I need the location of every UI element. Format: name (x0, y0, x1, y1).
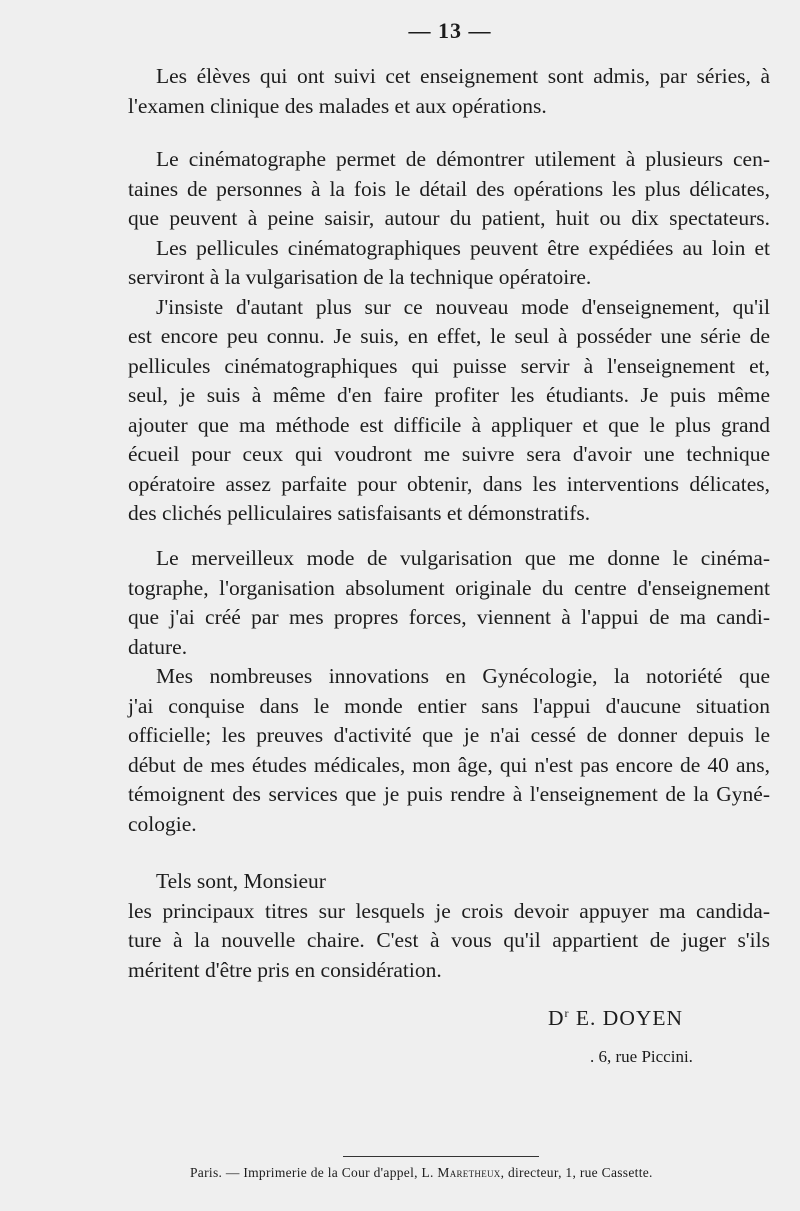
text-line: que peuvent à peine saisir, autour du patient, huit ou dix spectateurs. (128, 206, 770, 230)
text-line: témoignent des services que je puis rendre à l'enseignement de la Gyné- (128, 782, 770, 806)
signature-title-sup: r (564, 1005, 570, 1020)
text-line: Le merveilleux mode de vulgarisation que me donne le cinéma- (156, 546, 770, 570)
signature-address: . 6, rue Piccini. (590, 1047, 693, 1066)
text-line: tographe, l'organisation absolument originale du centre d'enseignement (128, 575, 770, 600)
text-line: j'ai conquise dans le monde entier sans l'appui d'aucune situation (128, 693, 770, 718)
text-line: pellicules cinématographiques qui puisse servir à l'enseignement et, (128, 353, 770, 378)
text-line: opératoire assez parfaite pour obtenir, dans les interventions délicates, (128, 471, 770, 496)
signature-name (548, 1006, 683, 1031)
text-line: est encore peu connu. Je suis, en effet, le seul à posséder une série de (128, 324, 770, 348)
paragraph-3 (128, 544, 770, 839)
signature-title: D (548, 1006, 565, 1030)
text-line: taines de personnes à la fois le détail des opérations les plus délicates, (128, 176, 770, 201)
text-line: Mes nombreuses innovations en Gynécologie, la notoriété que (156, 664, 770, 688)
signature-surname: E. DOYEN (569, 1006, 684, 1030)
footer-divider (343, 1156, 539, 1157)
text-line: méritent d'être pris en considération. (128, 957, 442, 982)
footer-suffix: , directeur, 1, rue Cassette. (500, 1165, 653, 1180)
text-line: serviront à la vulgarisation de la technique opératoire. (128, 265, 592, 289)
text-line: Tels sont, Monsieur (156, 869, 326, 893)
text-line: les principaux titres sur lesquels je crois devoir appuyer ma candida- (128, 898, 770, 923)
text-line: seul, je suis à même d'en faire profiter les étudiants. Je puis même (128, 383, 770, 407)
footer-prefix: Paris. — Imprimerie de la Cour d'appel, L. (190, 1165, 438, 1180)
text-line: ture à la nouvelle chaire. C'est à vous qu'il appartient de juger s'ils (128, 928, 770, 952)
text-line: l'examen clinique des malades et aux opérations. (128, 93, 547, 118)
text-line: J'insiste d'autant plus sur ce nouveau mode d'enseignement, qu'il (156, 294, 770, 319)
text-line: début de mes études médicales, mon âge, qui n'est pas encore de 40 ans, (128, 752, 770, 777)
paragraph-2 (128, 145, 770, 529)
text-line: cologie. (128, 811, 197, 836)
text-line: écueil pour ceux qui voudront me suivre sera d'avoir une technique (128, 442, 770, 466)
text-line: des clichés pelliculaires satisfaisants et démonstratifs. (128, 501, 591, 525)
text-line: Les pellicules cinématographiques peuvent être expédiées au loin et (156, 235, 770, 260)
text-line: que j'ai créé par mes propres forces, viennent à l'appui de ma candi- (128, 605, 770, 629)
text-line: Les élèves qui ont suivi cet enseignement sont admis, par séries, à (156, 64, 770, 88)
text-line: dature. (128, 634, 188, 659)
text-line: officielle; les preuves d'activité que je n'ai cessé de donner depuis le (128, 723, 770, 747)
text-line: Le cinématographe permet de démontrer utilement à plusieurs cen- (156, 147, 770, 171)
paragraph-4 (128, 867, 770, 985)
footer-printer: Maretheux (437, 1165, 501, 1180)
text-line: ajouter que ma méthode est difficile à appliquer et que le plus grand (128, 412, 770, 437)
page-number: — 13 — (408, 18, 492, 43)
footer-imprint (190, 1165, 653, 1181)
paragraph-1 (128, 62, 770, 121)
